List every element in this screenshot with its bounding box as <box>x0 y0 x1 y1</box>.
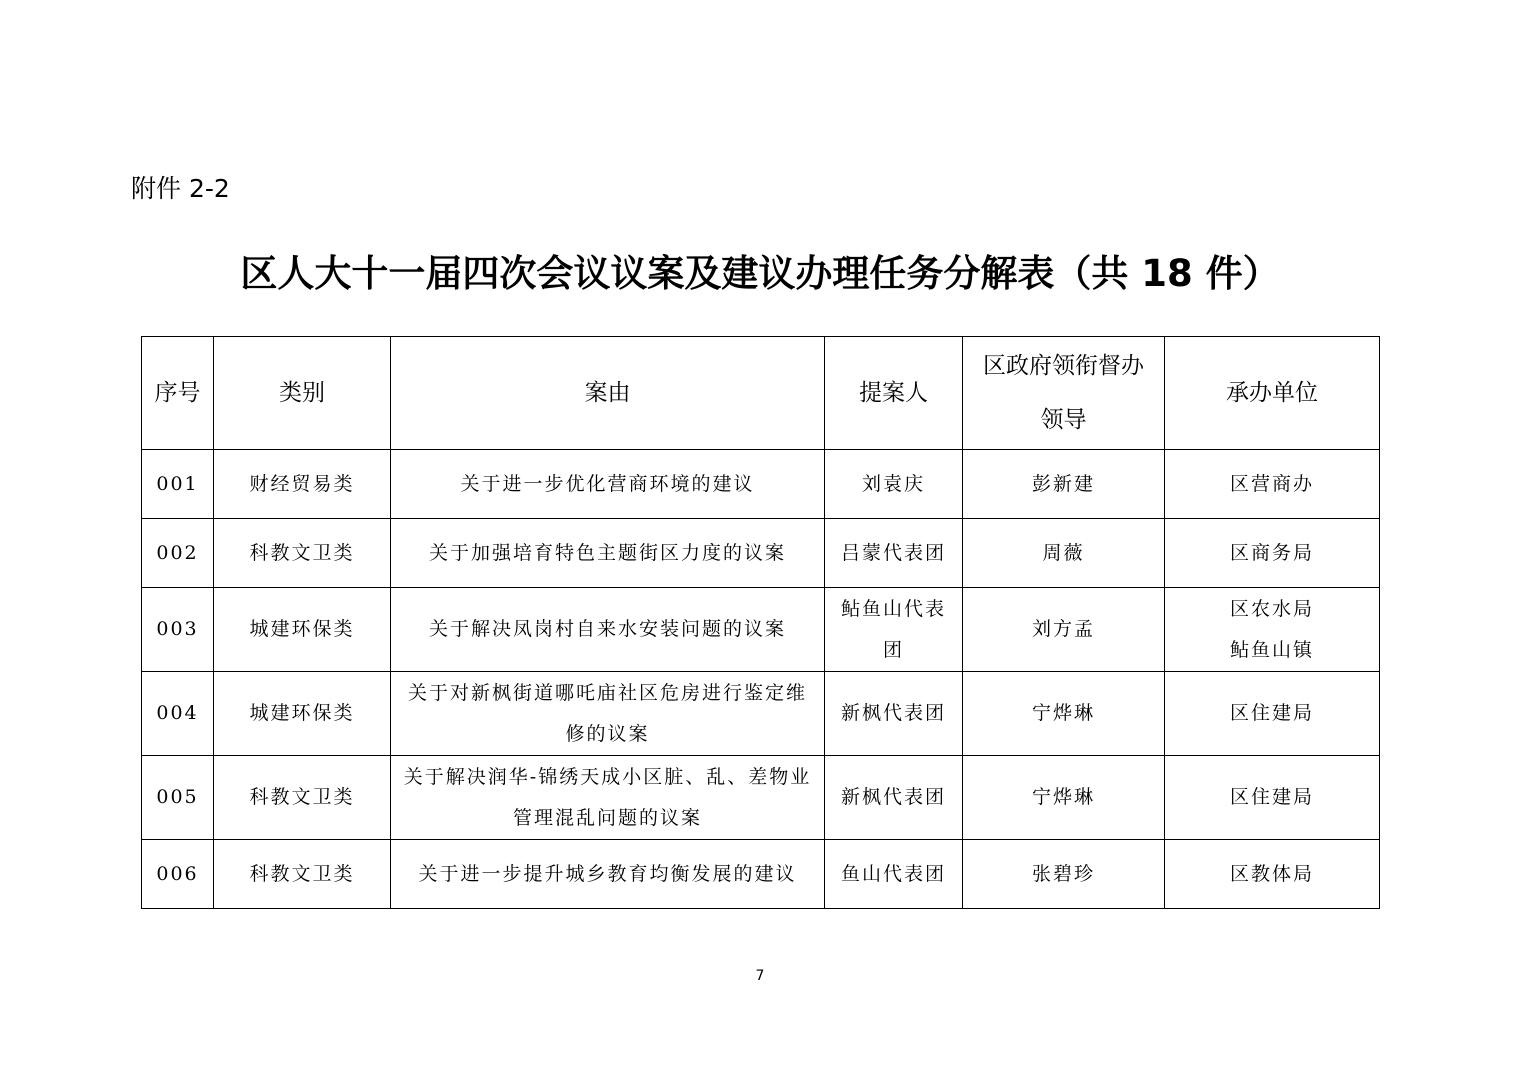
header-subject: 案由 <box>391 337 825 450</box>
cell-leader: 周薇 <box>963 519 1165 588</box>
cell-unit-line1: 区住建局 <box>1229 702 1314 724</box>
cell-leader: 刘方孟 <box>963 588 1165 672</box>
cell-seq: 002 <box>142 519 214 588</box>
cell-category: 城建环保类 <box>214 588 391 672</box>
table-row <box>142 756 1380 840</box>
table-row <box>142 672 1380 756</box>
page-number: 7 <box>755 968 765 984</box>
cell-subject-line2: 修的议案 <box>565 722 650 745</box>
cell-proposer-line1: 鱼山代表团 <box>840 862 946 885</box>
cell-unit-line1: 区商务局 <box>1229 541 1314 564</box>
cell-category: 财经贸易类 <box>214 450 391 519</box>
header-leader-line2: 领导 <box>1040 407 1087 433</box>
cell-unit <box>1165 450 1380 519</box>
cell-proposer <box>825 519 963 588</box>
cell-subject <box>391 672 825 756</box>
cell-subject <box>391 450 825 519</box>
cell-seq: 004 <box>142 672 214 756</box>
table-header-row <box>142 337 1380 450</box>
cell-category: 科教文卫类 <box>214 840 391 909</box>
cell-seq: 006 <box>142 840 214 909</box>
cell-subject-line1: 关于解决润华-锦绣天成小区脏、乱、差物业 <box>403 765 812 788</box>
cell-unit <box>1165 519 1380 588</box>
cell-proposer <box>825 450 963 519</box>
cell-proposer-line1: 新枫代表团 <box>840 702 946 724</box>
cell-unit-line2: 鲇鱼山镇 <box>1229 638 1314 661</box>
cell-seq: 003 <box>142 588 214 672</box>
cell-proposer <box>825 588 963 672</box>
cell-leader: 彭新建 <box>963 450 1165 519</box>
cell-subject-line1: 关于进一步提升城乡教育均衡发展的建议 <box>418 862 797 885</box>
cell-category: 城建环保类 <box>214 672 391 756</box>
cell-proposer-line1: 鲇鱼山代表 <box>840 597 946 620</box>
cell-unit-line1: 区营商办 <box>1229 472 1314 495</box>
header-category: 类别 <box>214 337 391 450</box>
attachment-label: 附件 2-2 <box>131 174 230 203</box>
header-seq: 序号 <box>142 337 214 450</box>
table-row <box>142 519 1380 588</box>
cell-proposer-line2: 团 <box>882 638 904 661</box>
cell-seq: 001 <box>142 450 214 519</box>
cell-proposer-line1: 刘袁庆 <box>861 472 925 495</box>
header-leader <box>963 337 1165 450</box>
cell-unit <box>1165 840 1380 909</box>
cell-subject <box>391 756 825 840</box>
cell-unit-line1: 区农水局 <box>1229 597 1314 620</box>
cell-subject <box>391 519 825 588</box>
cell-proposer-line1: 新枫代表团 <box>840 786 946 808</box>
cell-seq: 005 <box>142 756 214 840</box>
cell-unit-line1: 区教体局 <box>1229 862 1314 885</box>
cell-subject-line1: 关于加强培育特色主题街区力度的议案 <box>428 541 786 564</box>
cell-proposer <box>825 756 963 840</box>
task-table <box>141 336 1380 909</box>
cell-subject <box>391 840 825 909</box>
header-unit: 承办单位 <box>1165 337 1380 450</box>
header-proposer: 提案人 <box>825 337 963 450</box>
cell-category: 科教文卫类 <box>214 756 391 840</box>
cell-unit-line1: 区住建局 <box>1229 786 1314 808</box>
cell-leader: 宁烨琳 <box>963 756 1165 840</box>
cell-subject-line1: 关于进一步优化营商环境的建议 <box>460 472 755 495</box>
cell-proposer <box>825 672 963 756</box>
cell-leader: 张碧珍 <box>963 840 1165 909</box>
cell-subject-line1: 关于解决凤岗村自来水安装问题的议案 <box>428 618 786 640</box>
table-row <box>142 450 1380 519</box>
cell-subject-line2: 管理混乱问题的议案 <box>512 806 702 829</box>
cell-unit <box>1165 588 1380 672</box>
cell-unit <box>1165 672 1380 756</box>
cell-category: 科教文卫类 <box>214 519 391 588</box>
document-title: 区人大十一届四次会议议案及建议办理任务分解表（共 18 件） <box>240 252 1280 295</box>
cell-leader: 宁烨琳 <box>963 672 1165 756</box>
cell-proposer <box>825 840 963 909</box>
cell-subject <box>391 588 825 672</box>
cell-subject-line1: 关于对新枫街道哪吒庙社区危房进行鉴定维 <box>407 681 807 704</box>
cell-unit <box>1165 756 1380 840</box>
table-row <box>142 588 1380 672</box>
cell-proposer-line1: 吕蒙代表团 <box>840 541 946 564</box>
header-leader-line1: 区政府领衔督办 <box>983 353 1144 379</box>
table-row <box>142 840 1380 909</box>
